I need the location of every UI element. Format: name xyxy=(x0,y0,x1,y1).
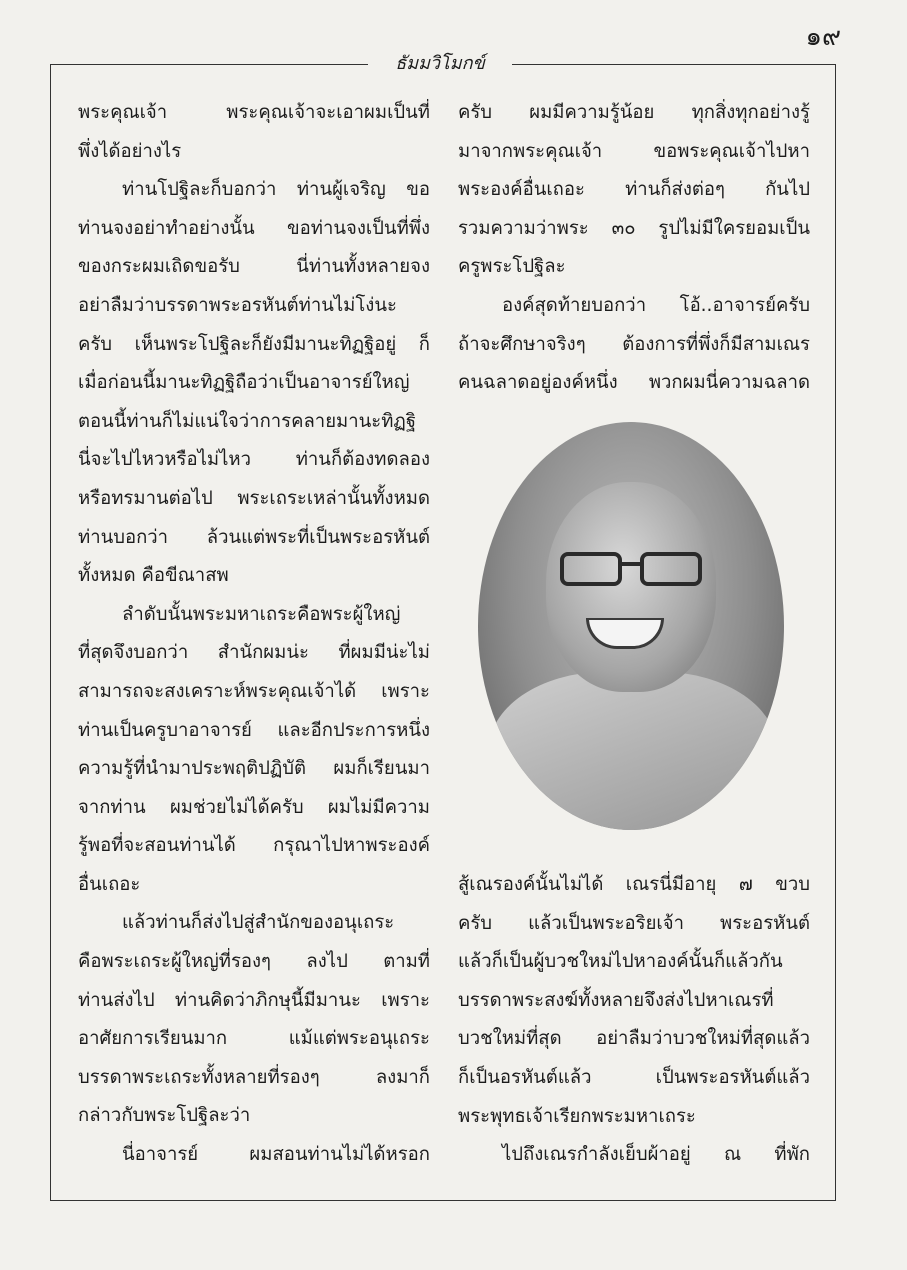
text-line: ก็เป็นอรหันต์แล้ว เป็นพระอรหันต์แล้ว xyxy=(458,1066,810,1088)
text-line: ครับ แล้วเป็นพระอริยเจ้า พระอรหันต์ xyxy=(458,912,810,934)
text-line: ของกระผมเถิดขอรับ นี่ท่านทั้งหลายจง xyxy=(78,256,430,278)
text-line: จากท่าน ผมช่วยไม่ได้ครับ ผมไม่มีความ xyxy=(78,796,430,818)
text-line: ท่านจงอย่าทำอย่างนั้น ขอท่านจงเป็นที่พึ่ง xyxy=(78,217,430,239)
text-line: ครูพระโปฐิละ xyxy=(458,256,566,278)
text-line: รวมความว่าพระ ๓๐ รูปไม่มีใครยอมเป็น xyxy=(458,217,810,239)
text-line: หรือทรมานต่อไป พระเถระเหล่านั้นทั้งหมด xyxy=(78,487,430,509)
text-line: ความรู้ที่นำมาประพฤติปฏิบัติ ผมก็เรียนมา xyxy=(78,758,430,780)
text-line: กล่าวกับพระโปฐิละว่า xyxy=(78,1105,251,1127)
text-line: พระพุทธเจ้าเรียกพระมหาเถระ xyxy=(458,1105,696,1127)
page-number: ๑๙ xyxy=(805,22,841,52)
text-line: คนฉลาดอยู่องค์หนึ่ง พวกผมนี่ความฉลาด xyxy=(458,372,810,394)
robe-shape xyxy=(488,672,778,830)
text-line: ครับ เห็นพระโปฐิละก็ยังมีมานะทิฏฐิอยู่ ก็ xyxy=(78,333,430,355)
text-line: ถ้าจะศึกษาจริงๆ ต้องการที่พึ่งก็มีสามเณร xyxy=(458,333,810,355)
text-line: ตอนนี้ท่านก็ไม่แน่ใจว่าการคลายมานะทิฏฐิ xyxy=(78,410,417,432)
text-line: พระองค์อื่นเถอะ ท่านก็ส่งต่อๆ กันไป xyxy=(458,179,810,201)
text-line: นี่อาจารย์ ผมสอนท่านไม่ได้หรอก xyxy=(122,1144,430,1166)
right-text-column-top xyxy=(458,94,810,403)
text-line: คือพระเถระผู้ใหญ่ที่รองๆ ลงไป ตามที่ xyxy=(78,951,430,973)
frame-bottom-border xyxy=(50,1200,836,1201)
text-line: มาจากพระคุณเจ้า ขอพระคุณเจ้าไปหา xyxy=(458,140,810,162)
text-line: บรรดาพระเถระทั้งหลายที่รองๆ ลงมาก็ xyxy=(78,1066,430,1088)
frame-right-border xyxy=(835,64,836,1200)
text-line: เมื่อก่อนนี้มานะทิฏฐิถือว่าเป็นอาจารย์ใหญ่ xyxy=(78,372,410,394)
text-line: สามารถจะสงเคราะห์พระคุณเจ้าได้ เพราะ xyxy=(78,680,430,702)
text-line: องค์สุดท้ายบอกว่า โอ้..อาจารย์ครับ xyxy=(502,294,810,316)
text-line: นี่จะไปไหวหรือไม่ไหว ท่านก็ต้องทดลอง xyxy=(78,449,430,471)
left-text-column xyxy=(78,94,430,1175)
text-line: แล้วท่านก็ส่งไปสู่สำนักของอนุเถระ xyxy=(122,912,395,934)
text-line: สู้เณรองค์นั้นไม่ได้ เณรนี่มีอายุ ๗ ขวบ xyxy=(458,874,810,895)
text-line: แล้วก็เป็นผู้บวชใหม่ไปหาองค์นั้นก็แล้วกัน xyxy=(458,951,783,973)
text-line: บรรดาพระสงฆ์ทั้งหลายจึงส่งไปหาเณรที่ xyxy=(458,989,774,1011)
header-rule-left xyxy=(50,64,368,65)
text-line: ท่านเป็นครูบาอาจารย์ และอีกประการหนึ่ง xyxy=(78,719,430,741)
text-line: อาศัยการเรียนมาก แม้แต่พระอนุเถระ xyxy=(78,1028,430,1050)
text-line: ท่านโปฐิละก็บอกว่า ท่านผู้เจริญ ขอ xyxy=(122,179,430,201)
text-line: บวชใหม่ที่สุด อย่าลืมว่าบวชใหม่ที่สุดแล้ว xyxy=(458,1028,810,1050)
monk-portrait-photo xyxy=(478,422,784,830)
text-line: ไปถึงเณรกำลังเย็บผ้าอยู่ ณ ที่พัก xyxy=(502,1144,810,1166)
text-line: อย่าลืมว่าบรรดาพระอรหันต์ท่านไม่โง่นะ xyxy=(78,294,397,316)
right-text-column-bottom xyxy=(458,866,810,1175)
eyeglasses-icon xyxy=(556,550,706,590)
text-line: พระคุณเจ้า พระคุณเจ้าจะเอาผมเป็นที่ xyxy=(78,102,430,123)
text-line: ท่านบอกว่า ล้วนแต่พระที่เป็นพระอรหันต์ xyxy=(78,526,430,548)
text-line: ครับ ผมมีความรู้น้อย ทุกสิ่งทุกอย่างรู้ xyxy=(458,102,810,123)
text-line: ทั้งหมด คือขีณาสพ xyxy=(78,565,229,587)
text-line: ลำดับนั้นพระมหาเถระคือพระผู้ใหญ่ xyxy=(122,603,401,625)
text-line: ที่สุดจึงบอกว่า สำนักผมน่ะ ที่ผมมีน่ะไม่ xyxy=(78,642,430,664)
text-line: พึ่งได้อย่างไร xyxy=(78,140,182,162)
text-line: ท่านส่งไป ท่านคิดว่าภิกษุนี้มีมานะ เพราะ xyxy=(78,989,430,1011)
frame-left-border xyxy=(50,64,51,1200)
text-line: รู้พอที่จะสอนท่านได้ กรุณาไปหาพระองค์ xyxy=(78,835,430,857)
running-title: ธัมมวิโมกข์ xyxy=(395,53,485,74)
header-rule-right xyxy=(512,64,836,65)
text-line: อื่นเถอะ xyxy=(78,873,141,895)
